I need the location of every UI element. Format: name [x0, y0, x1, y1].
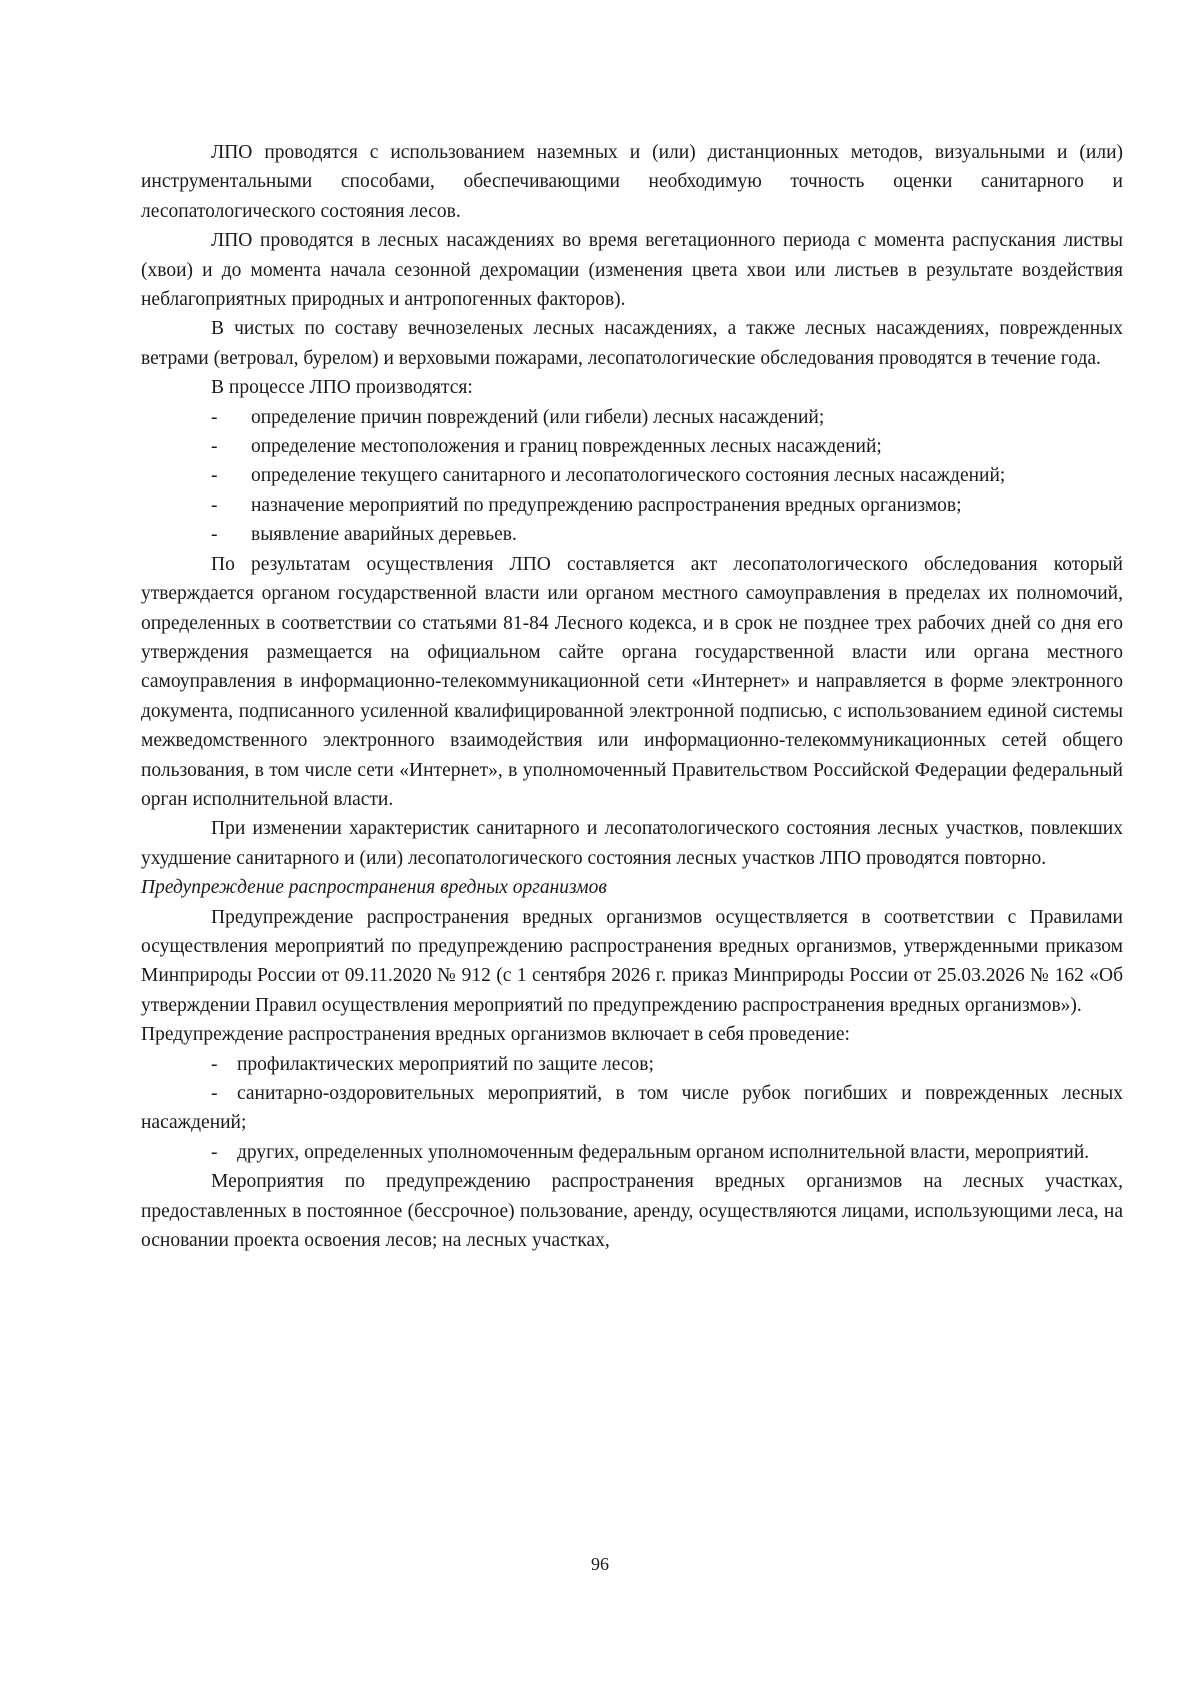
list-item: [141, 403, 1123, 432]
paragraph: Предупреждение распространения вредных организмов включает в себя проведение:: [141, 1024, 850, 1046]
page-number: 96: [591, 1554, 609, 1574]
paragraph: При изменении характеристик санитарного и лесопатологического состояния лесных участков, повлекших ухудшение санитарного и (или) лесопатологического состояния лесных участков ЛПО проводятся повторно.: [141, 818, 1123, 869]
list-dash: -: [211, 1083, 218, 1104]
paragraph: Мероприятия по предупреждению распространения вредных организмов на лесных участках, предоставленных в постоянное (бессрочное) пользование, аренду, осуществляются лицами, использующими леса, на основании проекта освоения лесов; на лесных участках,: [141, 1171, 1123, 1252]
list-item: [141, 1050, 1123, 1079]
paragraph: В процессе ЛПО производятся:: [211, 377, 473, 399]
list-item-text: назначение мероприятий по предупреждению распространения вредных организмов;: [251, 494, 962, 516]
list-item-text: выявление аварийных деревьев.: [251, 524, 517, 546]
page-body: [141, 138, 1123, 1255]
list-item-text: других, определенных уполномоченным федеральным органом исполнительной власти, мероприятий.: [237, 1141, 1090, 1163]
paragraph: Предупреждение распространения вредных организмов осуществляется в соответствии с Правилами осуществления мероприятий по предупреждению распространения вредных организмов, утвержденными приказом Минприроды России от 09.11.2020 № 912 (с 1 сентября 2026 г. приказ Минприроды России от 25.03.2026 № 162 «Об утверждении Правил осуществления мероприятий по предупреждению распространения вредных организмов»).: [141, 906, 1123, 1016]
list-item: [141, 1079, 1123, 1138]
list-dash: -: [211, 465, 218, 487]
list-dash: -: [211, 524, 218, 546]
list-item-text: определение текущего санитарного и лесопатологического состояния лесных насаждений;: [251, 465, 1006, 487]
list-item: [141, 520, 1123, 549]
paragraph: ЛПО проводятся в лесных насаждениях во время вегетационного периода с момента распускания листвы (хвои) и до момента начала сезонной дехромации (изменения цвета хвои или листьев в результате воздействия неблагоприятных природных и антропогенных факторов).: [141, 230, 1123, 311]
list-item: [141, 491, 1123, 520]
list-item: [141, 432, 1123, 461]
paragraph: По результатам осуществления ЛПО составляется акт лесопатологического обследования который утверждается органом государственной власти или органом местного самоуправления в пределах их полномочий, определенных в соответствии со статьями 81-84 Лесного кодекса, и в срок не позднее трех рабочих дней со дня его утверждения размещается на официальном сайте органа государственной власти или органа местного самоуправления в информационно-телекоммуникационной сети «Интернет» и направляется в форме электронного документа, подписанного усиленной квалифицированной электронной подписью, с использованием единой системы межведомственного электронного взаимодействия или информационно-телекоммуникационных сетей общего пользования, в том числе сети «Интернет», в уполномоченный Правительством Российской Федерации федеральный орган исполнительной власти.: [141, 553, 1123, 810]
list-item-text: определение местоположения и границ поврежденных лесных насаждений;: [251, 436, 882, 458]
list-dash: -: [211, 436, 218, 458]
list-item-text: профилактических мероприятий по защите лесов;: [237, 1053, 654, 1075]
list-item: [141, 461, 1123, 490]
list-item-text: санитарно-оздоровительных мероприятий, в том числе рубок погибших и поврежденных лесных насаждений;: [141, 1083, 1123, 1134]
paragraph: ЛПО проводятся с использованием наземных и (или) дистанционных методов, визуальными и (или) инструментальными способами, обеспечивающими необходимую точность оценки санитарного и лесопатологического состояния лесов.: [141, 142, 1123, 222]
section-heading: Предупреждение распространения вредных организмов: [141, 877, 607, 899]
list-dash: -: [211, 1053, 218, 1075]
list-dash: -: [211, 406, 218, 428]
list-item: [141, 1138, 1123, 1167]
paragraph: В чистых по составу вечнозеленых лесных насаждениях, а также лесных насаждениях, поврежденных ветрами (ветровал, бурелом) и верховыми пожарами, лесопатологические обследования проводятся в течение года.: [141, 318, 1123, 369]
list-dash: -: [211, 1141, 218, 1163]
list-item-text: определение причин повреждений (или гибели) лесных насаждений;: [251, 406, 825, 428]
list-dash: -: [211, 494, 218, 516]
